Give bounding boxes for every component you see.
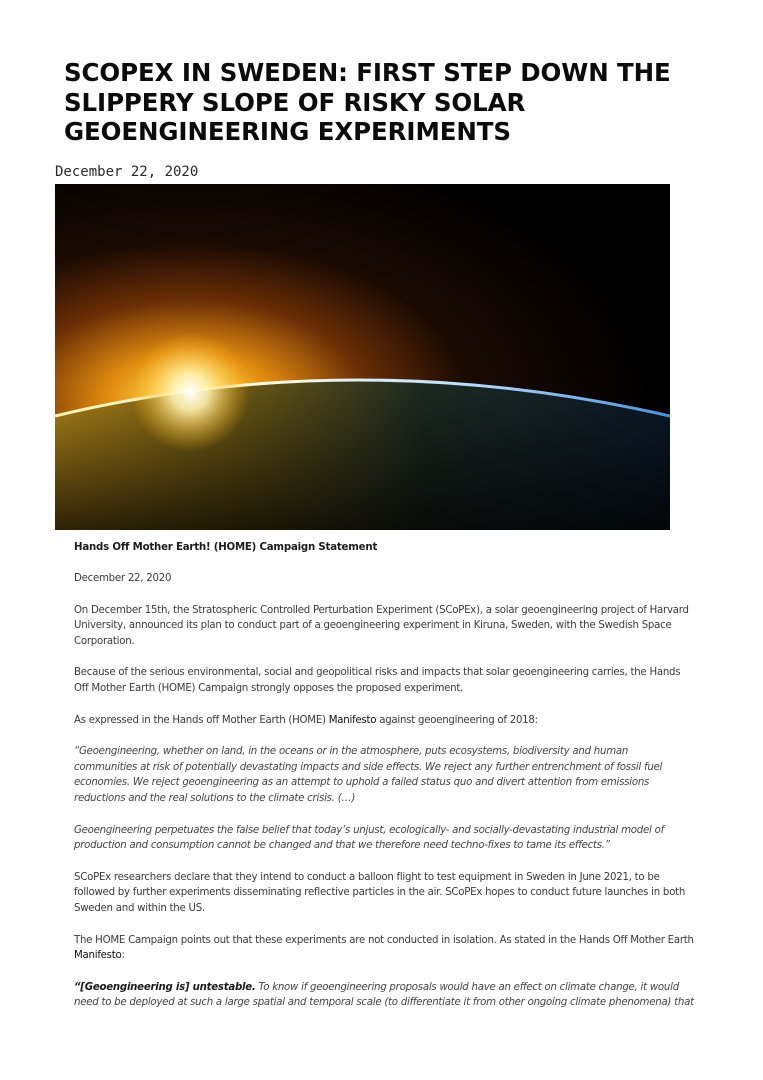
statement-date: December 22, 2020 [74, 573, 172, 585]
statement-title: Hands Off Mother Earth! (HOME) Campaign Statement [74, 542, 378, 553]
paragraph-2: Because of the serious environmental, social and geopolitical risks and impacts that solar geoengineering carries, the Hands Off Mother Earth (HOME) Campaign strongly opposes the proposed experiment. [74, 667, 681, 695]
article-body [74, 540, 694, 1027]
post-date: December 22, 2020 [55, 164, 199, 180]
paragraph-3: As expressed in the Hands off Mother Earth (HOME) Manifesto against geoengineering of 2018: [74, 714, 538, 726]
hero-image [55, 184, 670, 530]
paragraph-1: On December 15th, the Stratospheric Controlled Perturbation Experiment (SCoPEx), a solar geoengineering project of Harvard University, announced its plan to conduct part of a geoengineering experiment in Kiruna, Sweden, with the Swedish Space Corporation. [74, 604, 689, 648]
page-title: SCOPEX IN SWEDEN: FIRST STEP DOWN THE SLIPPERY SLOPE OF RISKY SOLAR GEOENGINEERING EXPERIMENTS [64, 58, 671, 146]
paragraph-5: The HOME Campaign points out that these experiments are not conducted in isolation. As stated in the Hands Off Mother Earth Manifesto: [74, 934, 694, 962]
paragraph-4: SCoPEx researchers declare that they intend to conduct a balloon flight to test equipment in Sweden in June 2021, to be followed by further experiments disseminating reflective particles in the air. SCoPEx hopes to conduct future launches in both Sweden and within the US. [74, 871, 686, 915]
quote-3: “[Geoengineering is] untestable. To know if geoengineering proposals would have an effect on climate change, it would need to be deployed at such a large spatial and temporal scale (to differentiate it from other ongoing climate phenomena) that [74, 981, 694, 1009]
quote-1: “Geoengineering, whether on land, in the oceans or in the atmosphere, puts ecosystems, biodiversity and human communities at risk of potentially devastating impacts and side effects. We reject any further entrenchment of fossil fuel economies. We reject geoengineering as an attempt to uphold a failed status quo and divert attention from emissions reductions and the real solutions to the climate crisis. (…) [74, 745, 663, 805]
manifesto-link-2[interactable]: Manifesto [74, 950, 122, 962]
earth-sunrise-image [55, 184, 670, 530]
quote-2: Geoengineering perpetuates the false belief that today’s unjust, ecologically- and socially-devastating industrial model of production and consumption cannot be changed and that we therefore need techno-fixes to tame its effects.” [74, 824, 664, 852]
manifesto-link[interactable]: Manifesto [328, 714, 377, 726]
